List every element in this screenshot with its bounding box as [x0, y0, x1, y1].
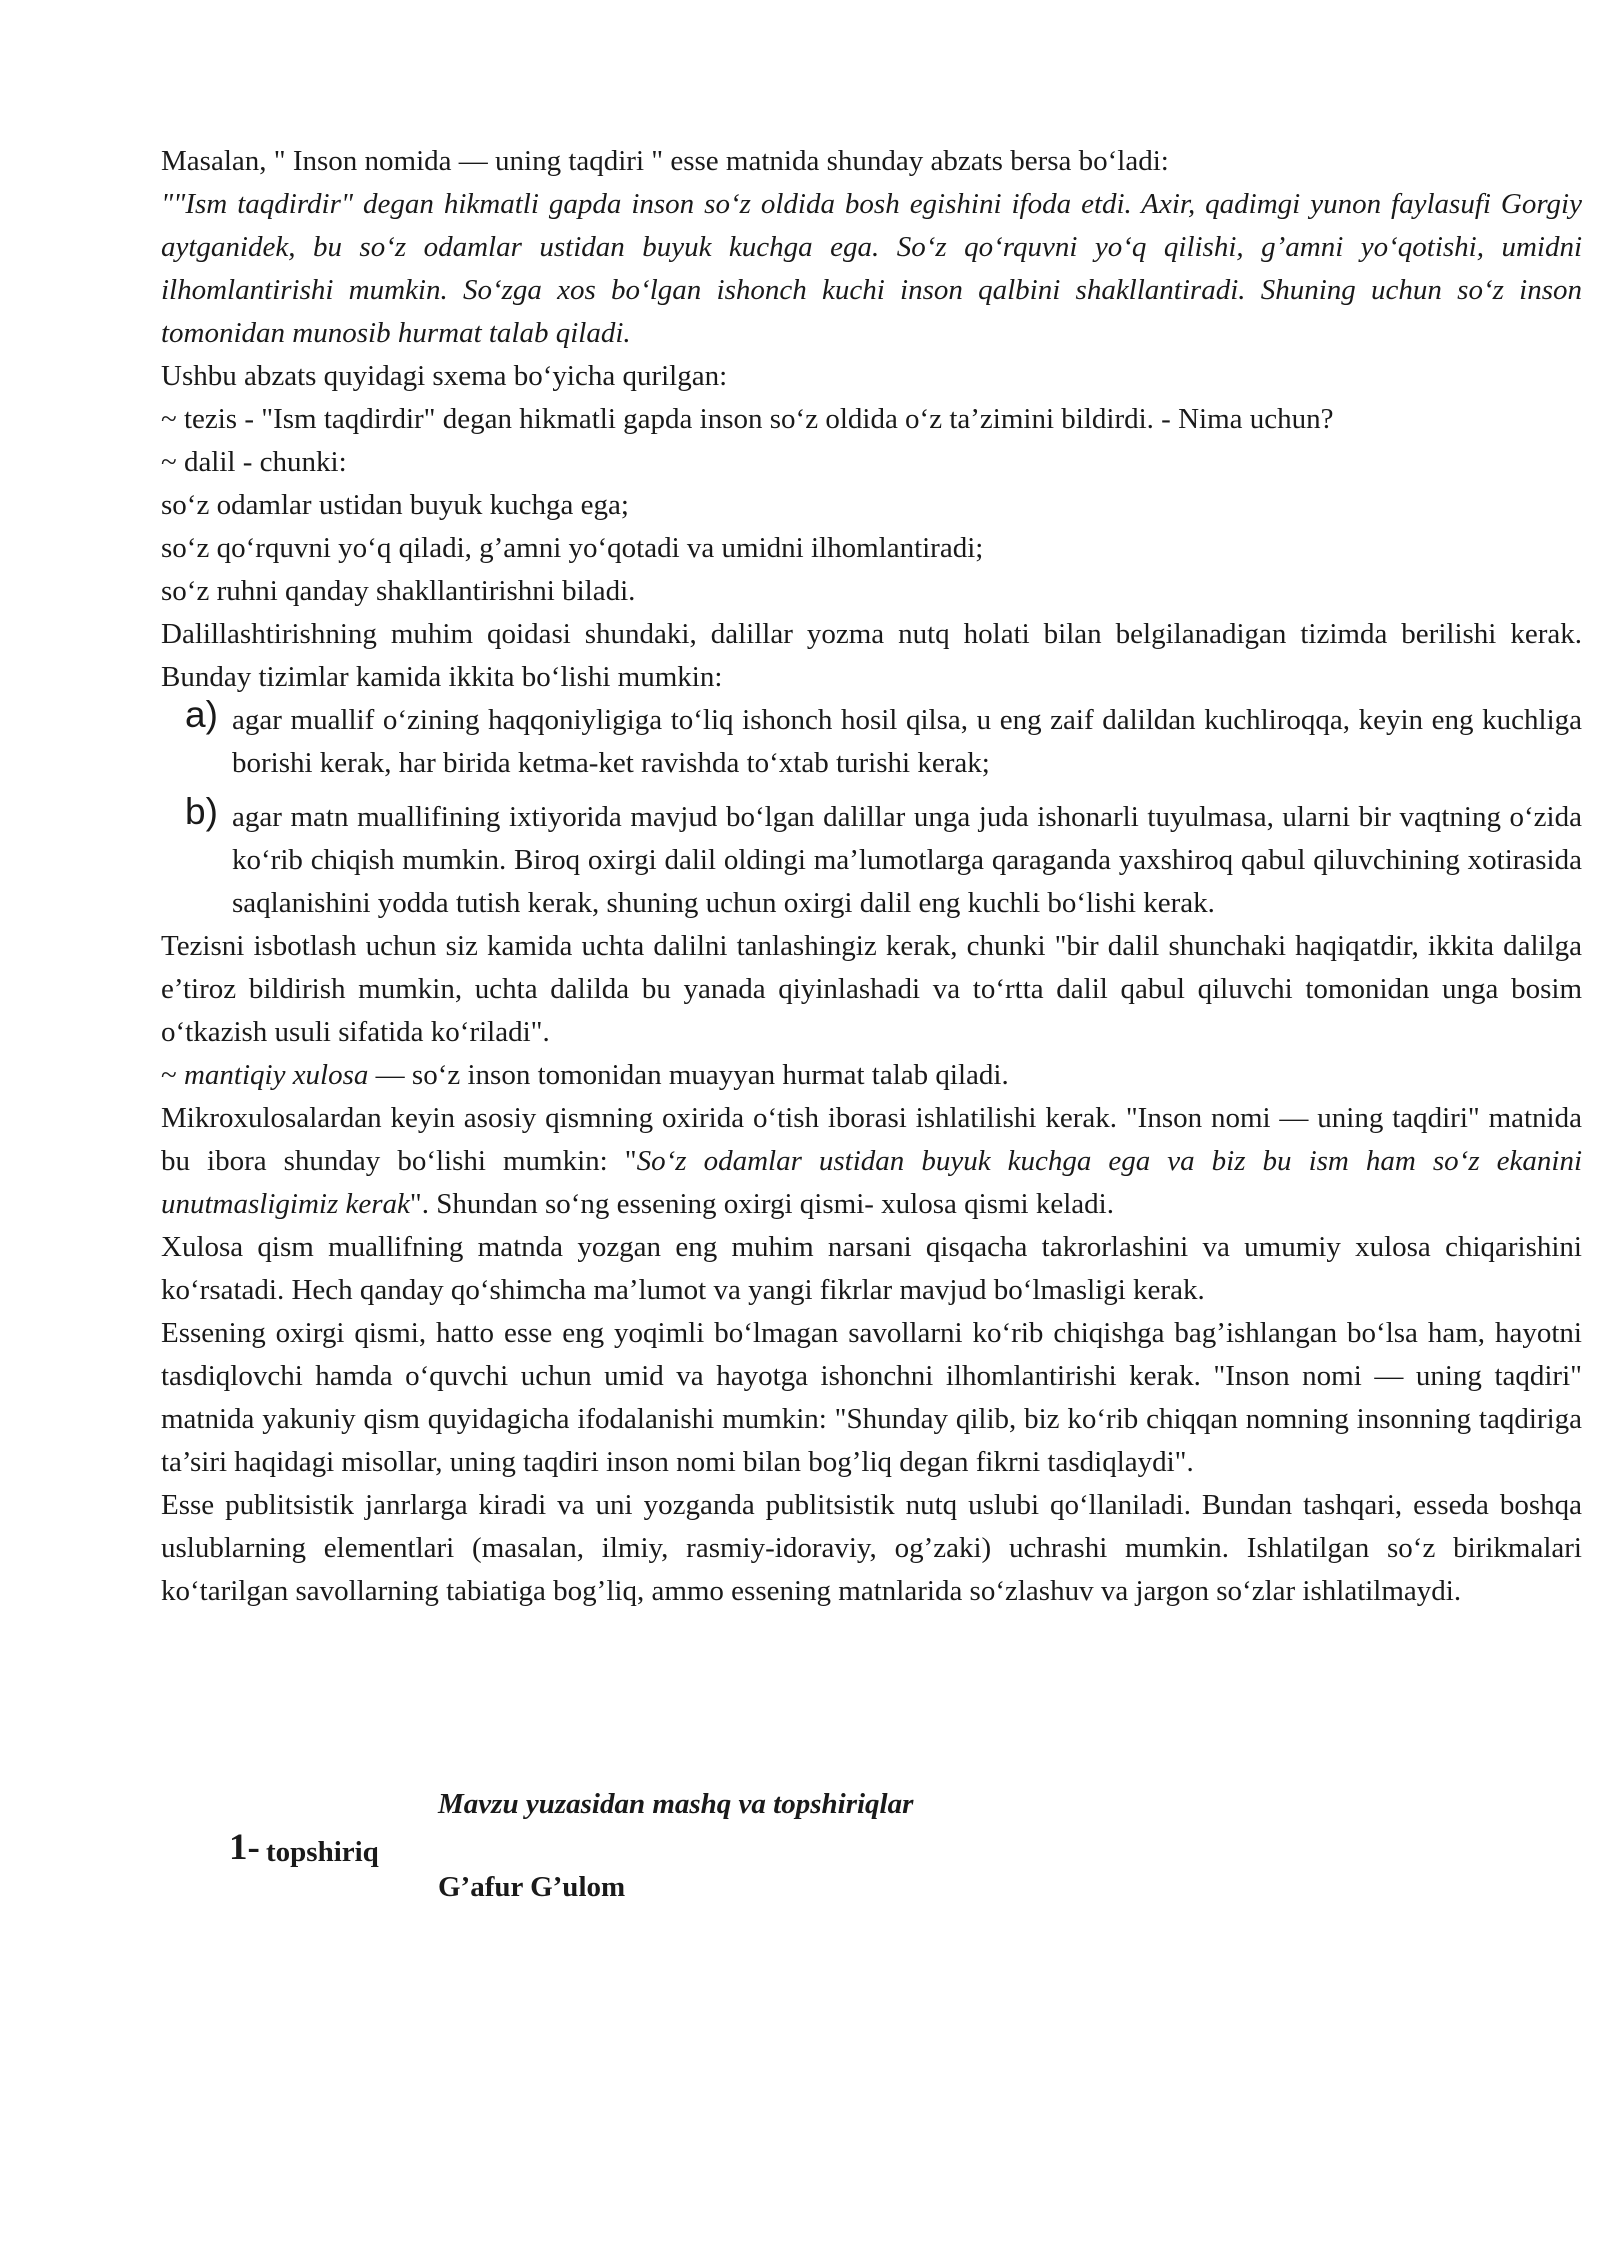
task-label: topshiriq — [266, 1836, 379, 1868]
conclusion-term: mantiqiy xulosa — [183, 1059, 369, 1091]
argument-point: so‘z odamlar ustidan buyuk kuchga ega; — [161, 489, 629, 521]
xulosa-paragraph: Xulosa qism muallifning matnda yozgan eng muhim narsani qisqacha takrorlashini va umumiy xulosa chiqarishini ko‘rsatadi. Hech qanday qo‘shimcha ma’lumot va yangi fikrlar mavjud bo‘lmasligi kerak. — [161, 1231, 1582, 1306]
argument-point: so‘z ruhni qanday shakllantirishni biladi. — [161, 575, 636, 607]
list-item-text: agar muallif o‘zining haqqoniyligiga to‘liq ishonch hosil qilsa, u eng zaif dalildan kuchliroqqa, keyin eng kuchliga borishi kerak, har birida ketma-ket ravishda to‘xtab turishi kerak; — [232, 704, 1582, 779]
task-number: 1- — [229, 1827, 260, 1868]
tezis-line: ~ tezis - "Ism taqdirdir" degan hikmatli gapda inson so‘z oldida o‘z ta’zimini bildirdi. - Nima uchun? — [161, 403, 1334, 435]
list-item-text: agar matn muallifining ixtiyorida mavjud bo‘lgan dalillar unga juda ishonarli tuyulmasa, ularni bir vaqtning o‘zida ko‘rib chiqish mumkin. Biroq oxirgi dalil oldingi ma’lumotlarga qaraganda yaxshiroq qabul qiluvchining xotirasida saqlanishini yodda tutish kerak, shuning uchun oxirgi dalil eng kuchli bo‘lishi kerak. — [232, 801, 1582, 919]
section-title: Mavzu yuzasidan mashq va topshiriqlar — [438, 1788, 914, 1820]
dalil-line: ~ dalil - chunki: — [161, 446, 347, 478]
argument-point: so‘z qo‘rquvni yo‘q qiladi, g’amni yo‘qotadi va umidni ilhomlantiradi; — [161, 532, 984, 564]
list-marker: a) — [185, 694, 218, 735]
conclusion-text: — so‘z inson tomonidan muayyan hurmat talab qiladi. — [368, 1059, 1009, 1091]
micro-conclusion-paragraph — [161, 1097, 1582, 1226]
intro-paragraph: Masalan, " Inson nomida — uning taqdiri " esse matnida shunday abzats bersa bo‘ladi: — [161, 145, 1169, 177]
list-item — [161, 694, 1582, 785]
tezis-proof-paragraph: Tezisni isbotlash uchun siz kamida uchta dalilni tanlashingiz kerak, chunki "bir dalil shunchaki haqiqatdir, ikkita dalilga e’tiroz bildirish mumkin, uchta dalilda bu yanada qiyinlashadi va to‘rtta dalil qabul qiluvchi tomonidan unga bosim o‘tkazish usuli sifatida ko‘riladi". — [161, 930, 1582, 1048]
conclusion-prefix: ~ — [161, 1059, 184, 1091]
micro-text-end: ". Shundan so‘ng essening oxirgi qismi- xulosa qismi keladi. — [409, 1188, 1114, 1220]
micro-italic-quote: So‘z odamlar ustidan buyuk kuchga ega va biz bu ism ham so‘z ekanini unutmasligimiz kerak — [161, 1145, 1582, 1220]
list-item — [161, 791, 1582, 925]
quoted-paragraph: ""Ism taqdirdir" degan hikmatli gapda inson so‘z oldida bosh egishini ifoda etdi. Axir, qadimgi yunon faylasufi Gorgiy aytganidek, bu so‘z odamlar ustidan buyuk kuchga ega. So‘z qo‘rquvni yo‘q qilishi, g’amni yo‘qotishi, umidni ilhomlantirishi mumkin. So‘zga xos bo‘lgan ishonch kuchi inson qalbini shakllantiradi. Shuning uchun so‘z inson tomonidan munosib hurmat talab qiladi. — [161, 188, 1582, 349]
style-paragraph: Esse publitsistik janrlarga kiradi va uni yozganda publitsistik nutq uslubi qo‘llaniladi. Bundan tashqari, esseda boshqa uslublarning elementlari (masalan, ilmiy, rasmiy-idoraviy, og’zaki) uchrashi mumkin. Ishlatilgan so‘z birikmalari ko‘tarilgan savollarning tabiatiga bog’liq, ammo essening matnlarida so‘zlashuv va jargon so‘zlar ishlatilmaydi. — [161, 1489, 1582, 1607]
author-name: G’afur G’ulom — [438, 1871, 626, 1903]
conclusion-line — [161, 1054, 1582, 1097]
micro-text-start: Mikroxulosalardan keyin asosiy qismning oxirida o‘tish iborasi ishlatilishi kerak. "Inson nomi — uning taqdiri" matnida bu ibora shunday bo‘lishi mumkin: " — [161, 1102, 1582, 1177]
list-marker: b) — [185, 791, 218, 832]
document-body — [161, 140, 1582, 1613]
rule-paragraph: Dalillashtirishning muhim qoidasi shundaki, dalillar yozma nutq holati bilan belgilanadigan tizimda berilishi kerak. Bunday tizimlar kamida ikkita bo‘lishi mumkin: — [161, 618, 1582, 693]
final-part-paragraph: Essening oxirgi qismi, hatto esse eng yoqimli bo‘lmagan savollarni ko‘rib chiqishga bag’ishlangan bo‘lsa ham, hayotni tasdiqlovchi hamda o‘quvchi uchun umid va hayotga ishonchni ilhomlantirishi kerak. "Inson nomi — uning taqdiri" matnida yakuniy qism quyidagicha ifodalanishi mumkin: "Shunday qilib, biz ko‘rib chiqqan nomning insonning taqdiriga ta’siri haqidagi misollar, uning taqdiri inson nomi bilan bog’liq degan fikrni tasdiqlaydi". — [161, 1317, 1582, 1478]
scheme-line: Ushbu abzats quyidagi sxema bo‘yicha qurilgan: — [161, 360, 728, 392]
